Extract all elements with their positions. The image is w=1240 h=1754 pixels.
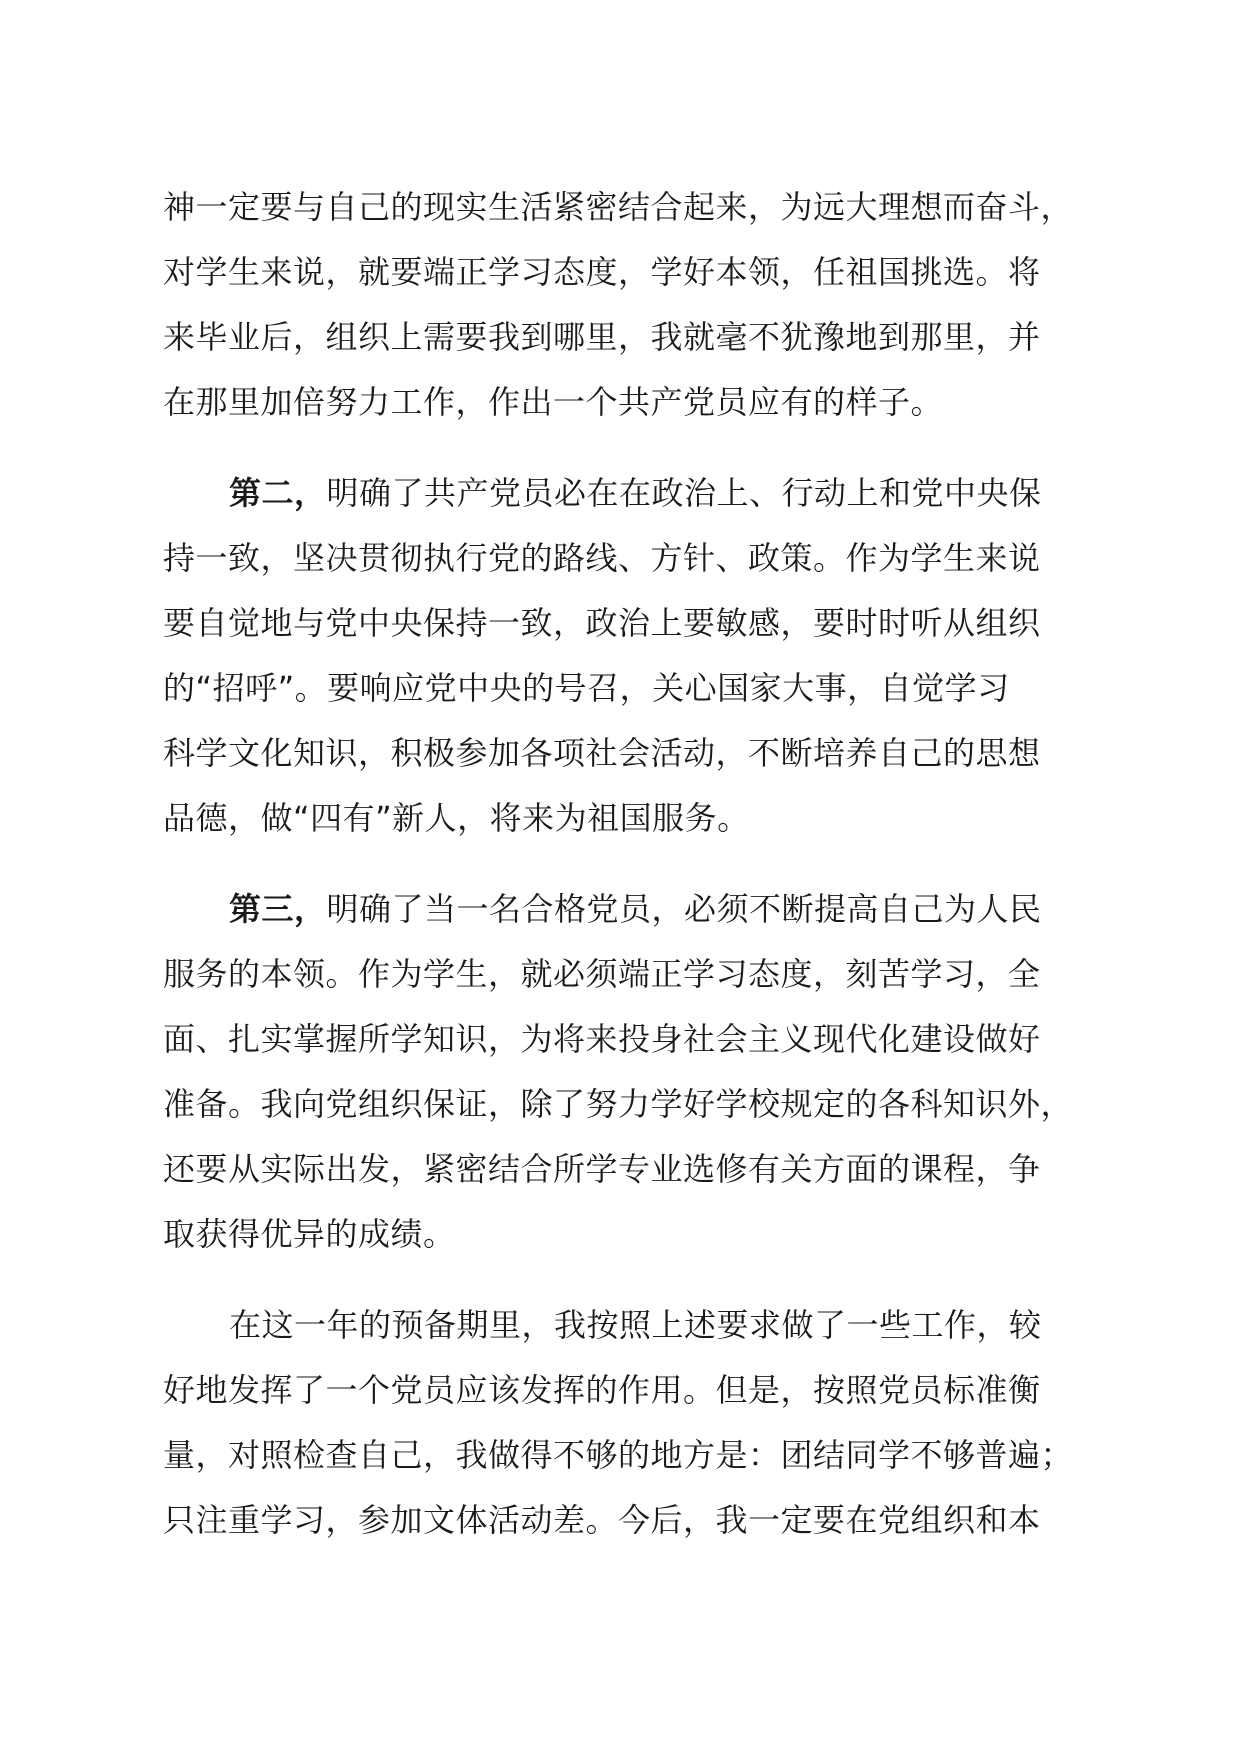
text-line: 在那里加倍努力工作，作出一个共产党员应有的样子。 — [163, 383, 944, 421]
paragraph — [163, 1293, 1083, 1553]
text-line — [163, 461, 1083, 526]
text-line: 的“招呼”。要响应党中央的号召，关心国家大事，自觉学习 — [163, 669, 1010, 707]
text-line: 面、扎实掌握所学知识，为将来投身社会主义现代化建设做好 — [163, 1020, 1041, 1058]
paragraph-spacing — [163, 851, 1083, 877]
text-line: 对学生来说，就要端正学习态度，学好本领，任祖国挑选。将 — [163, 253, 1041, 291]
paragraph-lead: 第二， — [229, 474, 327, 512]
paragraph-lead: 第三， — [229, 890, 327, 928]
text-line: 取获得优异的成绩。 — [163, 1215, 456, 1253]
text-line — [163, 877, 1083, 942]
text-line: 来毕业后，组织上需要我到哪里，我就毫不犹豫地到那里，并 — [163, 318, 1041, 356]
text-line: 准备。我向党组织保证，除了努力学好学校规定的各科知识外， — [163, 1085, 1074, 1123]
paragraph — [163, 175, 1083, 435]
text-line-content: 明确了共产党员必在在政治上、行动上和党中央保 — [326, 474, 1042, 512]
text-line: 还要从实际出发，紧密结合所学专业选修有关方面的课程，争 — [163, 1150, 1041, 1188]
text-line: 持一致，坚决贯彻执行党的路线、方针、政策。作为学生来说 — [163, 539, 1041, 577]
text-line-content: 明确了当一名合格党员，必须不断提高自己为人民 — [326, 890, 1042, 928]
paragraph — [163, 877, 1083, 1267]
body-text — [163, 175, 1083, 1553]
text-line: 只注重学习，参加文体活动差。今后，我一定要在党组织和本 — [163, 1501, 1041, 1539]
text-line: 在这一年的预备期里，我按照上述要求做了一些工作，较 — [229, 1306, 1042, 1344]
paragraph-spacing — [163, 435, 1083, 461]
text-line: 要自觉地与党中央保持一致，政治上要敏感，要时时听从组织 — [163, 604, 1041, 642]
text-line: 服务的本领。作为学生，就必须端正学习态度，刻苦学习，全 — [163, 955, 1041, 993]
text-line: 品德，做“四有”新人，将来为祖国服务。 — [163, 799, 750, 837]
paragraph-spacing — [163, 1267, 1083, 1293]
text-line: 量，对照检查自己，我做得不够的地方是：团结同学不够普遍； — [163, 1436, 1074, 1474]
text-line: 科学文化知识，积极参加各项社会活动，不断培养自己的思想 — [163, 734, 1041, 772]
text-line: 好地发挥了一个党员应该发挥的作用。但是，按照党员标准衡 — [163, 1371, 1041, 1409]
paragraph — [163, 461, 1083, 851]
text-line: 神一定要与自己的现实生活紧密结合起来，为远大理想而奋斗， — [163, 188, 1074, 226]
